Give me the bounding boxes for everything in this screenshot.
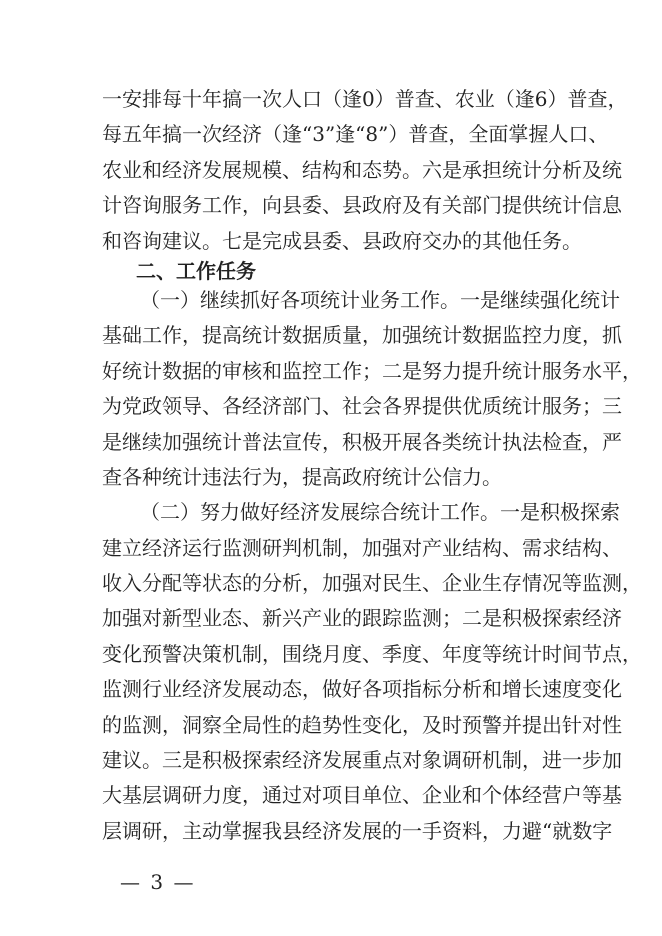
page-number: — 3 — [120, 870, 196, 894]
document-body [102, 82, 642, 849]
paragraph [102, 495, 642, 849]
text-line: （二）努力做好经济发展综合统计工作。一是积极探索 [140, 500, 620, 525]
text-line: 基础工作，提高统计数据质量，加强统计数据监控力度，抓 [102, 323, 622, 348]
text-line: 一安排每十年搞一次人口（逢0）普查、农业（逢6）普查， [102, 87, 628, 111]
text-line: 每五年搞一次经济（逢“3”逢“8”）普查，全面掌握人口、 [102, 122, 609, 147]
text-line: 监测行业经济发展动态，做好各项指标分析和增长速度变化 [102, 677, 622, 702]
text-line: 好统计数据的审核和监控工作；二是努力提升统计服务水平， [102, 358, 642, 383]
heading-text: 二、工作任务 [136, 258, 256, 283]
text-line: （一）继续抓好各项统计业务工作。一是继续强化统计 [140, 287, 620, 312]
text-line: 为党政领导、各经济部门、社会各界提供优质统计服务；三 [102, 394, 622, 419]
section-heading [102, 259, 566, 283]
paragraph [102, 82, 628, 259]
text-line: 和咨询建议。七是完成县委、县政府交办的其他任务。 [102, 228, 582, 253]
text-line: 建立经济运行监测研判机制，加强对产业结构、需求结构、 [102, 535, 622, 560]
text-line: 层调研，主动掌握我县经济发展的一手资料，力避“就数字 [102, 818, 613, 843]
text-line: 计咨询服务工作，向县委、县政府及有关部门提供统计信息 [102, 193, 622, 218]
text-line: 是继续加强统计普法宣传，积极开展各类统计执法检查，严 [102, 429, 622, 454]
text-line: 查各种统计违法行为，提高政府统计公信力。 [102, 464, 502, 489]
text-line: 大基层调研力度，通过对项目单位、企业和个体经营户等基 [102, 783, 622, 808]
text-line: 变化预警决策机制，围绕月度、季度、年度等统计时间节点， [102, 641, 642, 666]
text-line: 农业和经济发展规模、结构和态势。六是承担统计分析及统 [102, 157, 622, 182]
text-line: 建议。三是积极探索经济发展重点对象调研机制，进一步加 [102, 748, 622, 773]
text-line: 加强对新型业态、新兴产业的跟踪监测；二是积极探索经济 [102, 606, 622, 631]
paragraph [102, 283, 642, 495]
text-line: 的监测，洞察全局性的趋势性变化，及时预警并提出针对性 [102, 712, 622, 737]
text-line: 收入分配等状态的分析，加强对民生、企业生存情况等监测， [102, 571, 642, 596]
